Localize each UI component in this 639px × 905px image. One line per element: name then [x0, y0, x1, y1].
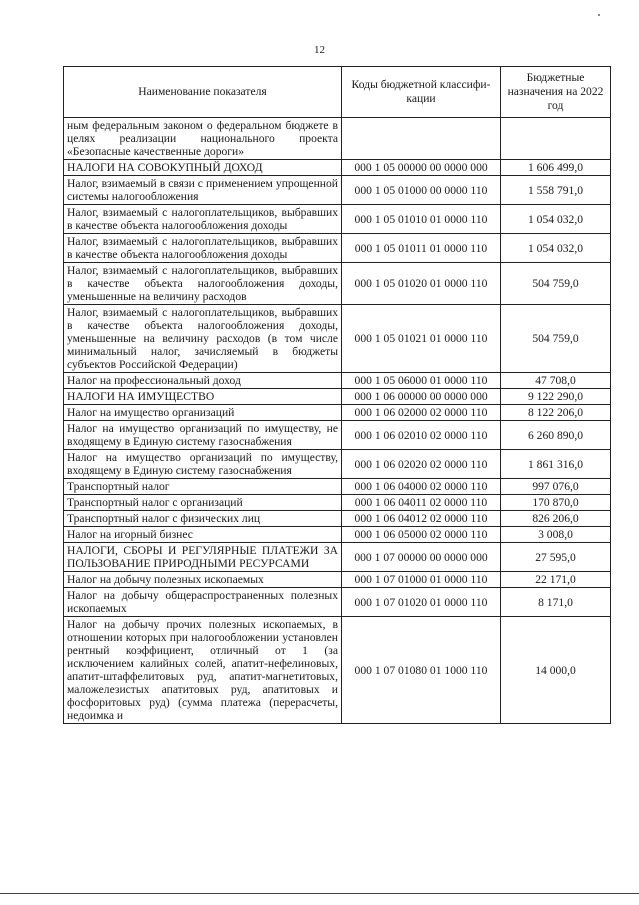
- row-name: Налог на добычу полезных ископаемых: [64, 572, 342, 588]
- row-value: 9 122 290,0: [501, 389, 611, 405]
- row-code: 000 1 06 02010 02 0000 110: [342, 421, 501, 450]
- row-code: 000 1 05 01000 00 0000 110: [342, 176, 501, 205]
- table-row: [64, 389, 611, 405]
- row-value: 22 171,0: [501, 572, 611, 588]
- table-row: [64, 495, 611, 511]
- row-code: 000 1 07 00000 00 0000 000: [342, 543, 501, 572]
- row-name: Налог на добычу прочих полезных ископаемых, в отношении которых при налогообложении установлен рентный коэффициент, отличный от 1 (за исключением калийных солей, апатит-нефелиновых, апатит-штаффелитовых руд, апатит-магнетитовых, маложелезистых апатитовых руд, апатитовых и фосфоритовых руд) (сумма платежа (перерасчеты, недоимка и: [64, 617, 342, 724]
- row-name: Налог на имущество организаций по имуществу, входящему в Единую систему газоснабжения: [64, 450, 342, 479]
- row-name: Транспортный налог: [64, 479, 342, 495]
- row-name: НАЛОГИ, СБОРЫ И РЕГУЛЯРНЫЕ ПЛАТЕЖИ ЗА ПОЛЬЗОВАНИЕ ПРИРОДНЫМИ РЕСУРСАМИ: [64, 543, 342, 572]
- row-value: 1 558 791,0: [501, 176, 611, 205]
- row-name: Налог, взимаемый с налогоплательщиков, выбравших в качестве объекта налогообложения доходы, уменьшенные на величину расходов (в том числе минимальный налог, зачисляемый в бюджеты субъектов Российской Федерации): [64, 305, 342, 373]
- row-code: 000 1 05 01021 01 0000 110: [342, 305, 501, 373]
- budget-table: [63, 66, 611, 724]
- row-name: НАЛОГИ НА СОВОКУПНЫЙ ДОХОД: [64, 160, 342, 176]
- row-name: Налог на добычу общераспространенных полезных ископаемых: [64, 588, 342, 617]
- table-row: [64, 527, 611, 543]
- row-name: НАЛОГИ НА ИМУЩЕСТВО: [64, 389, 342, 405]
- row-name: ным федеральным законом о федеральном бюджете в целях реализации национального проекта «Безопасные качественные дороги»: [64, 118, 342, 160]
- row-code: [342, 118, 501, 160]
- table-row: [64, 572, 611, 588]
- table-row: [64, 421, 611, 450]
- row-code: 000 1 07 01000 01 0000 110: [342, 572, 501, 588]
- table-row: [64, 511, 611, 527]
- row-code: 000 1 07 01020 01 0000 110: [342, 588, 501, 617]
- row-value: 1 054 032,0: [501, 234, 611, 263]
- row-code: 000 1 05 06000 01 0000 110: [342, 373, 501, 389]
- row-name: Налог на профессиональный доход: [64, 373, 342, 389]
- table-row: [64, 305, 611, 373]
- row-value: 504 759,0: [501, 263, 611, 305]
- row-value: 47 708,0: [501, 373, 611, 389]
- header-name: Наименование показателя: [64, 67, 342, 118]
- page-bottom-rule: [0, 893, 639, 894]
- row-name: Налог на имущество организаций: [64, 405, 342, 421]
- row-name: Налог, взимаемый с налогоплательщиков, выбравших в качестве объекта налогообложения доходы: [64, 234, 342, 263]
- table-header-row: [64, 67, 611, 118]
- row-name: Транспортный налог с физических лиц: [64, 511, 342, 527]
- row-value: 997 076,0: [501, 479, 611, 495]
- row-code: 000 1 05 01011 01 0000 110: [342, 234, 501, 263]
- row-code: 000 1 06 02000 02 0000 110: [342, 405, 501, 421]
- row-name: Налог, взимаемый с налогоплательщиков, выбравших в качестве объекта налогообложения доходы: [64, 205, 342, 234]
- row-value: 3 008,0: [501, 527, 611, 543]
- row-value: 1 861 316,0: [501, 450, 611, 479]
- row-value: 27 595,0: [501, 543, 611, 572]
- row-name: Налог, взимаемый в связи с применением упрощенной системы налогообложения: [64, 176, 342, 205]
- table-row: [64, 234, 611, 263]
- table-row: [64, 373, 611, 389]
- row-code: 000 1 06 02020 02 0000 110: [342, 450, 501, 479]
- header-code: Коды бюджетной классифи-кации: [342, 67, 501, 118]
- row-code: 000 1 07 01080 01 1000 110: [342, 617, 501, 724]
- row-value: 1 054 032,0: [501, 205, 611, 234]
- table-row: [64, 176, 611, 205]
- row-value: 14 000,0: [501, 617, 611, 724]
- table-row: [64, 450, 611, 479]
- row-value: 6 260 890,0: [501, 421, 611, 450]
- row-value: 826 206,0: [501, 511, 611, 527]
- row-code: 000 1 05 01020 01 0000 110: [342, 263, 501, 305]
- row-code: 000 1 06 04000 02 0000 110: [342, 479, 501, 495]
- header-value: Бюджетные назначения на 2022 год: [501, 67, 611, 118]
- table-row: [64, 617, 611, 724]
- row-value: 170 870,0: [501, 495, 611, 511]
- table-row: [64, 588, 611, 617]
- row-code: 000 1 06 05000 02 0000 110: [342, 527, 501, 543]
- row-code: 000 1 06 04012 02 0000 110: [342, 511, 501, 527]
- row-value: [501, 118, 611, 160]
- page-number: 12: [314, 44, 325, 56]
- table-row: [64, 205, 611, 234]
- table-row: [64, 543, 611, 572]
- table-row: [64, 160, 611, 176]
- table-row: [64, 405, 611, 421]
- row-name: Налог, взимаемый с налогоплательщиков, выбравших в качестве объекта налогообложения доходы, уменьшенные на величину расходов: [64, 263, 342, 305]
- table-row: [64, 263, 611, 305]
- table-row: [64, 479, 611, 495]
- row-value: 8 171,0: [501, 588, 611, 617]
- table-row: [64, 118, 611, 160]
- row-value: 504 759,0: [501, 305, 611, 373]
- row-code: 000 1 06 04011 02 0000 110: [342, 495, 501, 511]
- scan-dot: [598, 14, 600, 16]
- row-value: 8 122 206,0: [501, 405, 611, 421]
- row-name: Налог на игорный бизнес: [64, 527, 342, 543]
- row-code: 000 1 05 00000 00 0000 000: [342, 160, 501, 176]
- row-code: 000 1 05 01010 01 0000 110: [342, 205, 501, 234]
- row-name: Транспортный налог с организаций: [64, 495, 342, 511]
- row-name: Налог на имущество организаций по имуществу, не входящему в Единую систему газоснабжения: [64, 421, 342, 450]
- row-code: 000 1 06 00000 00 0000 000: [342, 389, 501, 405]
- row-value: 1 606 499,0: [501, 160, 611, 176]
